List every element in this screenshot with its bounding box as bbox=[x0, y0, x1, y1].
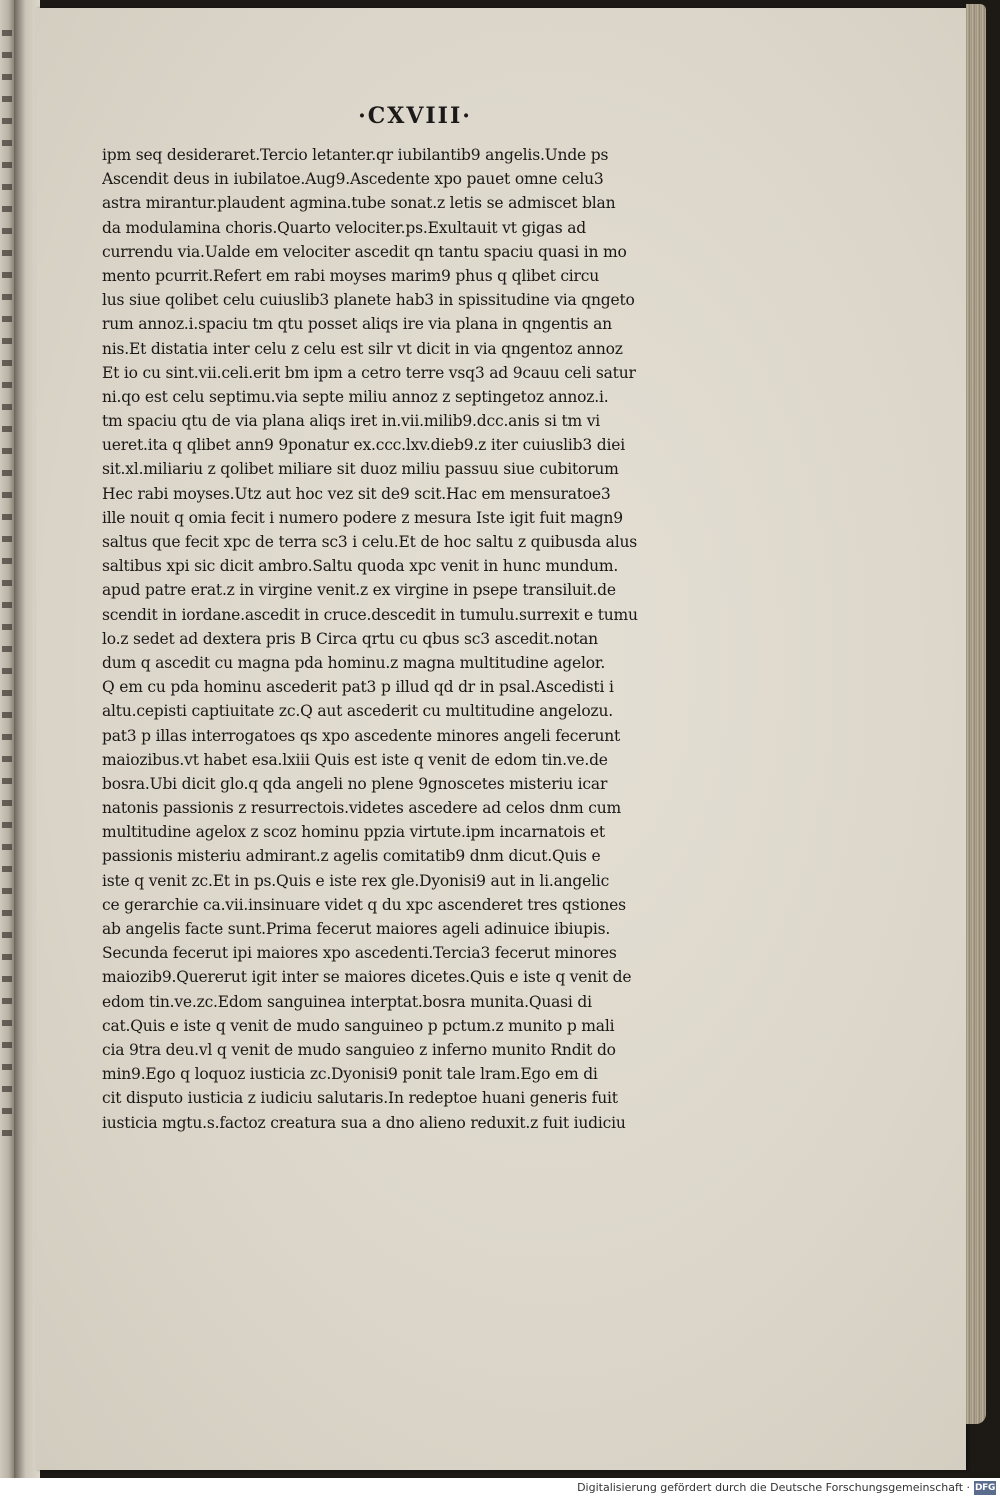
text-line: ni.qo est celu septimu.via septe miliu annoz z septingetoz annoz.i. bbox=[102, 387, 609, 406]
text-line: Et io cu sint.vii.celi.erit bm ipm a cetro terre vsq3 ad 9cauu celi satur bbox=[102, 363, 636, 382]
text-line: apud patre erat.z in virgine venit.z ex virgine in psepe transiluit.de bbox=[102, 581, 616, 600]
facing-page-text bbox=[2, 30, 12, 1150]
text-line: cit disputo iusticia z iudiciu salutaris.In redeptoe huani generis fuit bbox=[102, 1089, 618, 1108]
text-line: sit.xl.miliariu z qolibet miliare sit duoz miliu passuu siue cubitorum bbox=[102, 460, 619, 479]
text-line: dum q ascedit cu magna pda hominu.z magna multitudine agelor. bbox=[102, 653, 606, 672]
text-line: ce gerarchie ca.vii.insinuare videt q du xpc ascenderet tres qstiones bbox=[102, 895, 626, 914]
text-line: maiozibus.vt habet esa.lxiii Quis est iste q venit de edom tin.ve.de bbox=[102, 750, 608, 769]
text-line: nis.Et distatia inter celu z celu est silr vt dicit in via qngentoz annoz bbox=[102, 339, 623, 358]
text-line: ab angelis facte sunt.Prima fecerut maiores ageli adinuice ibiupis. bbox=[102, 920, 611, 938]
text-line: cat.Quis e iste q venit de mudo sanguineo p pctum.z munito p mali bbox=[102, 1016, 615, 1035]
text-line: iusticia mgtu.s.factoz creatura sua a dno alieno reduxit.z fuit iudiciu bbox=[102, 1113, 626, 1132]
text-line: Secunda fecerut ipi maiores xpo ascedenti.Tercia3 fecerut minores bbox=[102, 944, 617, 963]
text-line: lo.z sedet ad dextera pris B Circa qrtu cu qbus sc3 ascedit.notan bbox=[102, 629, 598, 648]
folio-number: ·CXVIII· bbox=[358, 103, 472, 129]
text-line: currendu via.Ualde em velociter ascedit qn tantu spaciu quasi in mo bbox=[102, 242, 627, 261]
facing-page-edge bbox=[0, 0, 14, 1478]
text-line: Q em cu pda hominu ascederit pat3 p illud qd dr in psal.Ascedisti i bbox=[102, 678, 614, 697]
text-line: bosra.Ubi dicit glo.q qda angeli no plene 9gnoscetes misteriu icar bbox=[102, 774, 608, 793]
text-line: natonis passionis z resurrectois.videtes ascedere ad celos dnm cum bbox=[102, 799, 622, 818]
text-line: cia 9tra deu.vl q venit de mudo sanguieo z inferno munito Rndit do bbox=[102, 1040, 616, 1059]
text-line: altu.cepisti captiuitate zc.Q aut ascederit cu multitudine angelozu. bbox=[102, 702, 614, 721]
text-line: maiozib9.Quererut igit inter se maiores dicetes.Quis e iste q venit de bbox=[102, 968, 632, 987]
text-line: passionis misteriu admirant.z agelis comitatib9 dnm dicut.Quis e bbox=[102, 847, 601, 866]
text-line: mento pcurrit.Refert em rabi moyses marim9 phus q qlibet circu bbox=[102, 266, 600, 285]
funding-credit: Digitalisierung gefördert durch die Deutsche Forschungsgemeinschaft · bbox=[577, 1481, 970, 1494]
text-line: saltus que fecit xpc de terra sc3 i celu.Et de hoc saltu z quibusda alus bbox=[102, 533, 638, 551]
text-line: pat3 p illas interrogatoes qs xpo ascedente minores angeli fecerunt bbox=[102, 726, 621, 745]
dfg-logo: DFG bbox=[974, 1483, 996, 1493]
text-line: astra mirantur.plaudent agmina.tube sonat.z letis se admiscet blan bbox=[102, 194, 616, 213]
text-line: scendit in iordane.ascedit in cruce.descedit in tumulu.surrexit e tumu bbox=[102, 605, 638, 624]
text-line: da modulamina choris.Quarto velociter.ps.Exultauit vt gigas ad bbox=[102, 218, 586, 237]
text-line: multitudine agelox z scoz hominu ppzia virtute.ipm incarnatois et bbox=[102, 823, 605, 842]
text-block bbox=[102, 143, 687, 1135]
text-line: ille nouit q omia fecit i numero podere z mesura Iste igit fuit magn9 bbox=[102, 508, 623, 527]
text-line: tm spaciu qtu de via plana aliqs iret in.vii.milib9.dcc.anis si tm vi bbox=[102, 412, 601, 431]
text-line: iste q venit zc.Et in ps.Quis e iste rex gle.Dyonisi9 aut in li.angelic bbox=[102, 871, 610, 890]
text-line: Hec rabi moyses.Utz aut hoc vez sit de9 scit.Hac em mensuratoe3 bbox=[102, 484, 611, 503]
text-line: rum annoz.i.spaciu tm qtu posset aliqs ire via plana in qngentis an bbox=[102, 315, 612, 334]
text-line: min9.Ego q loquoz iusticia zc.Dyonisi9 ponit tale lram.Ego em di bbox=[102, 1065, 598, 1084]
text-line: Ascendit deus in iubilatoe.Aug9.Ascedente xpo pauet omne celu3 bbox=[102, 170, 604, 189]
page-edges bbox=[966, 4, 986, 1424]
text-line: ueret.ita q qlibet ann9 9ponatur ex.ccc.lxv.dieb9.z iter cuiuslib3 diei bbox=[102, 436, 625, 455]
text-line: lus siue qolibet celu cuiuslib3 planete hab3 in spissitudine via qngeto bbox=[102, 291, 635, 310]
text-line: saltibus xpi sic dicit ambro.Saltu quoda xpc venit in hunc mundum. bbox=[102, 557, 619, 576]
text-line: edom tin.ve.zc.Edom sanguinea interptat.bosra munita.Quasi di bbox=[102, 992, 592, 1011]
footer-bar bbox=[0, 1478, 1000, 1499]
text-line: ipm seq desideraret.Tercio letanter.qr iubilantib9 angelis.Unde ps bbox=[102, 146, 609, 164]
